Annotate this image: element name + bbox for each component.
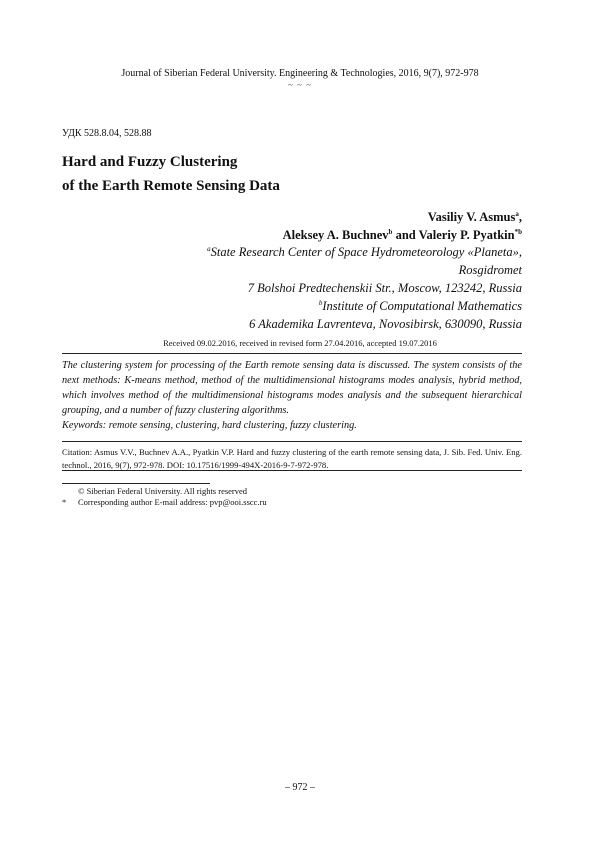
affiliation-mark: b (388, 227, 393, 236)
copyright-footnote: © Siberian Federal University. All rights reserved (78, 486, 248, 496)
affiliation-b-line-1 (207, 297, 522, 315)
affiliation-a-line-1 (207, 243, 522, 261)
abstract: The clustering system for processing of the Earth remote sensing data is discussed. The system consists of the next methods: K-means method, method of the multidimensional histograms modes analysis, hybrid method, which involves method of the multidimensional histograms modes analysis and the subsequent hierarchical grouping, and a number of fuzzy clustering algorithms. (62, 360, 522, 416)
author-name: Valeriy P. Pyatkin (418, 228, 515, 242)
affiliation-a-line-3: 7 Bolshoi Predtechenskii Str., Moscow, 123242, Russia (247, 281, 522, 295)
title-line-2: of the Earth Remote Sensing Data (62, 178, 280, 194)
citation: Citation: Asmus V.V., Buchnev A.A., Pyatkin V.P. Hard and fuzzy clustering of the earth remote sensing data, J. Sib. Fed. Univ. Eng. technol., 2016, 9(7), 972-978. DOI: 10.17516/1999-494X-2016-9-7-972-978. (62, 447, 522, 470)
affiliation-mark: a (207, 244, 211, 253)
affiliation-mark: a (515, 209, 519, 218)
affiliations (207, 243, 522, 333)
header-ornament: ~ ~ ~ (287, 80, 313, 90)
author-line-2 (283, 226, 522, 244)
affiliation-mark: b (318, 298, 323, 307)
author-line-1 (283, 208, 522, 226)
divider (62, 353, 522, 354)
author-name: Aleksey A. Buchnev (282, 228, 389, 242)
corresponding-email: Corresponding author E-mail address: pvp@ooi.sscc.ru (78, 497, 267, 507)
page-number: – 972 – (285, 782, 315, 793)
separator: , (518, 210, 522, 224)
asterisk-mark: * (62, 497, 67, 507)
received-dates: Received 09.02.2016, received in revised form 27.04.2016, accepted 19.07.2016 (163, 338, 437, 348)
footnote-rule (62, 483, 210, 484)
title-line-1: Hard and Fuzzy Clustering (62, 154, 238, 170)
affiliation-a-line-2: Rosgidromet (458, 263, 522, 277)
journal-header: Journal of Siberian Federal University. Engineering & Technologies, 2016, 9(7), 972-978 (121, 68, 479, 79)
affiliation-b-line-2: 6 Akademika Lavrenteva, Novosibirsk, 630090, Russia (249, 317, 522, 331)
affiliation-text: State Research Center of Space Hydrometeorology «Planeta», (210, 245, 522, 259)
keywords: Keywords: remote sensing, clustering, hard clustering, fuzzy clustering. (62, 420, 357, 431)
affiliation-text: Institute of Computational Mathematics (322, 299, 522, 313)
separator: and (392, 228, 419, 242)
udc-code: УДК 528.8.04, 528.88 (62, 128, 152, 139)
divider (62, 470, 522, 471)
author-name: Vasiliy V. Asmus (427, 210, 516, 224)
author-list (283, 208, 522, 244)
paper-title (62, 150, 280, 198)
divider (62, 441, 522, 442)
affiliation-mark: *b (514, 227, 522, 236)
corresponding-author-footnote (62, 497, 267, 507)
